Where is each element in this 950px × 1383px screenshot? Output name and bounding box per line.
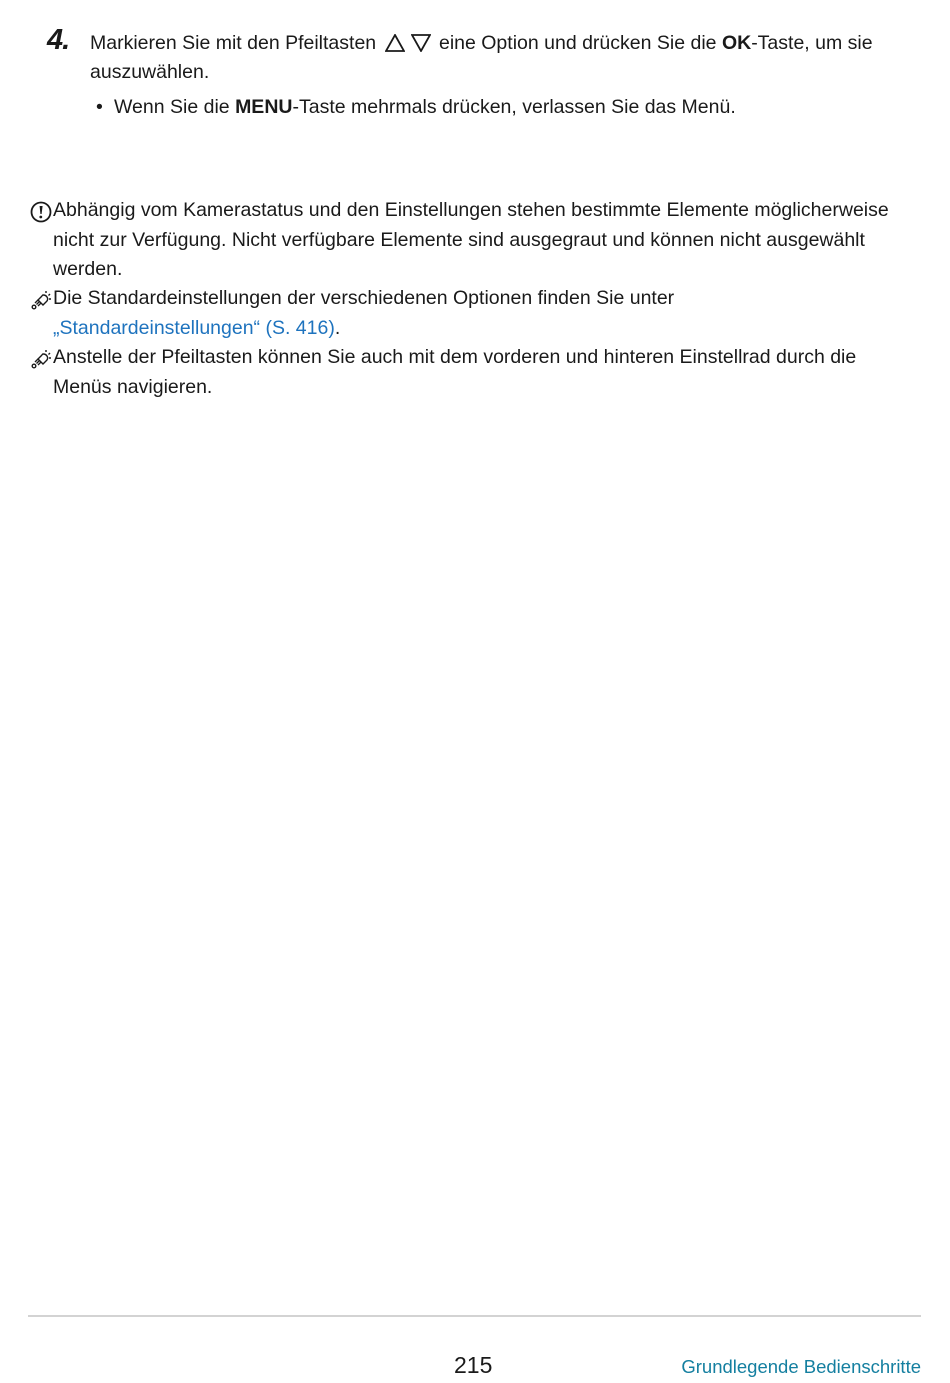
- tip-note-suffix: .: [334, 316, 341, 339]
- bullet-dot-icon: •: [96, 96, 103, 118]
- caution-icon: [30, 201, 52, 223]
- tip-note-text: [53, 284, 910, 343]
- section-title[interactable]: Grundlegende Bedienschritte: [681, 1356, 921, 1377]
- tip-note: [30, 284, 910, 343]
- bullet-text-before: Wenn Sie die: [114, 96, 230, 118]
- tip-icon: [30, 348, 52, 370]
- standard-settings-link[interactable]: „Standardeinstellungen“ (S. 416): [53, 316, 335, 339]
- triangle-down-icon: [411, 34, 431, 52]
- tip-note-text: Anstelle der Pfeiltasten können Sie auch mit dem vorderen und hinteren Einstellrad durch die Menüs navigieren.: [53, 346, 857, 398]
- step-text-before: Markieren Sie mit den Pfeiltasten: [90, 32, 377, 54]
- ok-key-label: OK: [721, 32, 752, 54]
- step-text-between: eine Option und drücken Sie die: [438, 32, 717, 54]
- step-text-after: -Taste, um sie auszuwählen.: [90, 32, 873, 83]
- footer-divider: [28, 1315, 921, 1317]
- page-number: 215: [454, 1352, 493, 1378]
- tip-note: [30, 343, 910, 402]
- caution-note-text: Abhängig vom Kamerastatus und den Einstellungen stehen bestimmte Elemente möglicherweise nicht zur Verfügung. Nicht verfügbare Elemente sind ausgegraut und können nicht ausgewählt werden.: [53, 199, 889, 280]
- triangle-up-icon: [385, 34, 405, 52]
- step-instruction: [90, 29, 920, 87]
- menu-key-label: MENU: [235, 96, 293, 118]
- tip-icon: [30, 289, 52, 311]
- tip-note-text-main: Die Standardeinstellungen der verschiedenen Optionen finden Sie unter: [53, 287, 675, 309]
- step-number: 4.: [47, 24, 70, 56]
- bullet-text-after: -Taste mehrmals drücken, verlassen Sie das Menü.: [292, 96, 736, 118]
- caution-note: [30, 196, 910, 285]
- bullet-item: [96, 93, 916, 122]
